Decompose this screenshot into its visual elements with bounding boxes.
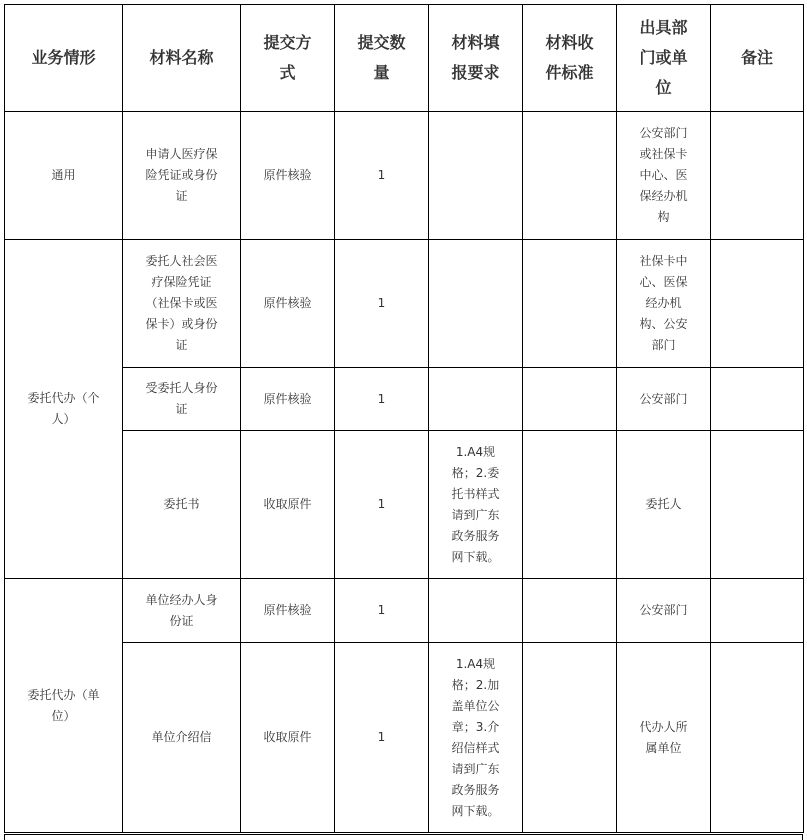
header-issuing-department: 出具部门或单位	[617, 5, 711, 112]
table-row	[5, 431, 804, 579]
material-name-cell: 单位经办人身份证	[123, 579, 241, 643]
receipt-standard-cell	[523, 643, 617, 833]
remarks-cell	[711, 431, 804, 579]
quantity-cell: 1	[335, 643, 429, 833]
submit-method-cell: 原件核验	[241, 112, 335, 240]
table-row	[5, 112, 804, 240]
fill-requirement-cell	[429, 579, 523, 643]
quantity-cell: 1	[335, 431, 429, 579]
remarks-cell	[711, 643, 804, 833]
materials-table	[4, 4, 804, 833]
receipt-standard-cell	[523, 368, 617, 431]
header-material-name: 材料名称	[123, 5, 241, 112]
submit-method-cell: 原件核验	[241, 368, 335, 431]
material-name-cell: 委托书	[123, 431, 241, 579]
quantity-cell: 1	[335, 240, 429, 368]
header-remarks: 备注	[711, 5, 804, 112]
fill-requirement-cell	[429, 112, 523, 240]
submit-method-cell: 原件核验	[241, 579, 335, 643]
material-name-cell: 单位介绍信	[123, 643, 241, 833]
issuing-department-cell: 代办人所属单位	[617, 643, 711, 833]
quantity-cell: 1	[335, 112, 429, 240]
receipt-standard-cell	[523, 431, 617, 579]
scenario-cell: 通用	[5, 112, 123, 240]
fill-requirement-cell	[429, 240, 523, 368]
issuing-department-cell: 公安部门或社保卡中心、医保经办机构	[617, 112, 711, 240]
fill-requirement-cell	[429, 368, 523, 431]
quantity-cell: 1	[335, 368, 429, 431]
header-submit-method: 提交方式	[241, 5, 335, 112]
header-receipt-standard: 材料收件标准	[523, 5, 617, 112]
receipt-standard-cell	[523, 112, 617, 240]
fill-requirement-cell: 1.A4规格；2.加盖单位公章；3.介绍信样式请到广东政务服务网下载。	[429, 643, 523, 833]
table-row	[5, 368, 804, 431]
table-row	[5, 579, 804, 643]
issuing-department-cell: 公安部门	[617, 579, 711, 643]
table-row	[5, 240, 804, 368]
material-name-cell: 委托人社会医疗保险凭证（社保卡或医保卡）或身份证	[123, 240, 241, 368]
header-fill-requirement: 材料填报要求	[429, 5, 523, 112]
submit-method-cell: 收取原件	[241, 643, 335, 833]
scenario-cell: 委托代办（单位）	[5, 579, 123, 833]
material-name-cell: 受委托人身份证	[123, 368, 241, 431]
issuing-department-cell: 委托人	[617, 431, 711, 579]
scenario-cell: 委托代办（个人）	[5, 240, 123, 579]
receipt-standard-cell	[523, 579, 617, 643]
remarks-cell	[711, 579, 804, 643]
material-name-cell: 申请人医疗保险凭证或身份证	[123, 112, 241, 240]
header-scenario: 业务情形	[5, 5, 123, 112]
next-table-row-edge	[4, 834, 803, 840]
header-submit-quantity: 提交数量	[335, 5, 429, 112]
quantity-cell: 1	[335, 579, 429, 643]
fill-requirement-cell: 1.A4规格；2.委托书样式请到广东政务服务网下载。	[429, 431, 523, 579]
receipt-standard-cell	[523, 240, 617, 368]
issuing-department-cell: 公安部门	[617, 368, 711, 431]
submit-method-cell: 原件核验	[241, 240, 335, 368]
submit-method-cell: 收取原件	[241, 431, 335, 579]
remarks-cell	[711, 112, 804, 240]
remarks-cell	[711, 368, 804, 431]
header-row	[5, 5, 804, 112]
table-row	[5, 643, 804, 833]
issuing-department-cell: 社保卡中心、医保经办机构、公安部门	[617, 240, 711, 368]
remarks-cell	[711, 240, 804, 368]
